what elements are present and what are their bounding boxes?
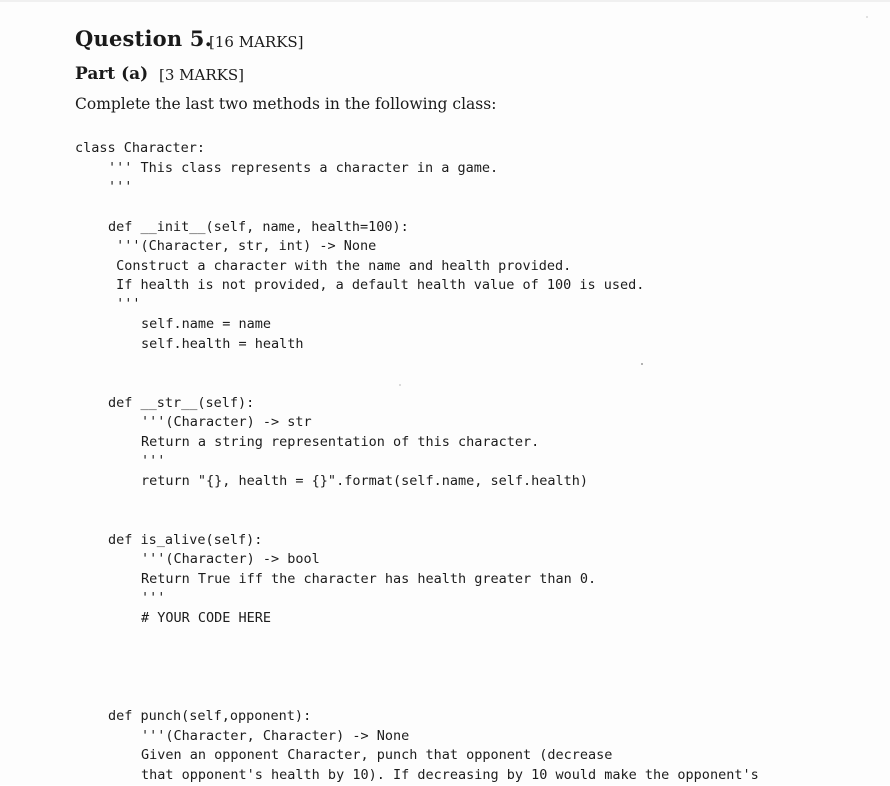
code-is-alive-doc-signature: '''(Character) -> bool xyxy=(141,551,320,567)
code-str-doc-signature: '''(Character) -> str xyxy=(141,414,312,430)
scan-speck xyxy=(399,384,401,386)
instruction-text: Complete the last two methods in the following class: xyxy=(75,95,497,113)
code-punch-doc-line: Given an opponent Character, punch that opponent (decrease xyxy=(141,747,613,763)
code-init-body: self.name = name xyxy=(141,316,272,332)
page-top-edge xyxy=(0,0,890,2)
code-class-docstring: ''' This class represents a character in a game. xyxy=(108,160,499,176)
part-marks: [3 MARKS] xyxy=(159,66,244,84)
code-is-alive-doc-line: Return True iff the character has health greater than 0. xyxy=(141,571,597,587)
part-heading: Part (a) xyxy=(75,64,149,84)
code-is-alive-doc-end: ''' xyxy=(141,590,166,606)
code-init-doc-signature: '''(Character, str, int) -> None xyxy=(108,238,377,254)
code-str-doc-line: Return a string representation of this character. xyxy=(141,434,540,450)
code-str-body: return "{}, health = {}".format(self.name, self.health) xyxy=(141,473,589,489)
question-marks: [16 MARKS] xyxy=(209,33,304,51)
code-init-body: self.health = health xyxy=(141,336,304,352)
scan-speck xyxy=(641,363,643,365)
code-class-docstring-end: ''' xyxy=(108,179,133,195)
code-str-def: def __str__(self): xyxy=(108,395,255,411)
scan-speck xyxy=(866,16,868,18)
code-punch-doc-line: that opponent's health by 10). If decreasing by 10 would make the opponent's xyxy=(141,767,759,783)
code-init-def: def __init__(self, name, health=100): xyxy=(108,219,409,235)
code-init-doc-end: ''' xyxy=(108,296,141,312)
code-placeholder-comment: # YOUR CODE HERE xyxy=(141,610,272,626)
code-class-declaration: class Character: xyxy=(75,140,206,156)
question-heading: Question 5. xyxy=(75,26,213,51)
code-punch-def: def punch(self,opponent): xyxy=(108,708,312,724)
code-init-doc-line: If health is not provided, a default health value of 100 is used. xyxy=(108,277,645,293)
code-punch-doc-signature: '''(Character, Character) -> None xyxy=(141,728,410,744)
code-is-alive-def: def is_alive(self): xyxy=(108,532,263,548)
code-init-doc-line: Construct a character with the name and health provided. xyxy=(108,258,572,274)
code-str-doc-end: ''' xyxy=(141,453,166,469)
